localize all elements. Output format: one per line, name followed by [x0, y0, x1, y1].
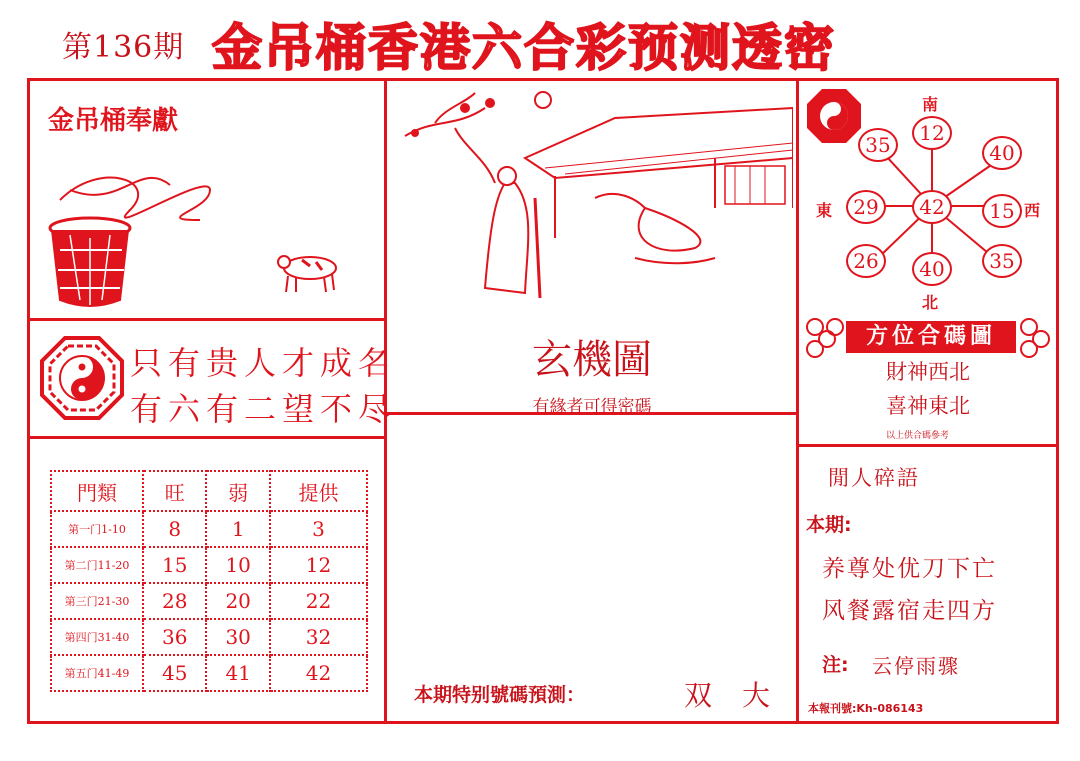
- row-label: 第三门21-30: [51, 583, 143, 619]
- table-header: 門類: [51, 471, 143, 511]
- decor-circle: [826, 318, 844, 336]
- table-header: 弱: [206, 471, 269, 511]
- divider-right-1: [798, 444, 1057, 447]
- table-cell: 32: [270, 619, 367, 655]
- wealth-god: 財神西北: [886, 360, 970, 384]
- table-cell: 42: [270, 655, 367, 691]
- number-table: [50, 470, 368, 692]
- row-label: 第二门11-20: [51, 547, 143, 583]
- table-cell: 20: [206, 583, 269, 619]
- riddle-note-text: 云停雨骤: [872, 654, 960, 678]
- table-cell: 3: [270, 511, 367, 547]
- special-label: 本期特别號碼預測：: [414, 684, 586, 706]
- compass-number: 35: [982, 244, 1022, 278]
- compass-center-number: 42: [912, 190, 952, 224]
- riddle-line-1: 养尊处优刀下亡: [822, 556, 997, 582]
- compass-number: 12: [912, 116, 952, 150]
- compass-number: 29: [846, 190, 886, 224]
- table-cell: 10: [206, 547, 269, 583]
- row-label: 第四门31-40: [51, 619, 143, 655]
- table-cell: 8: [143, 511, 206, 547]
- riddle-heading: 閒人碎語: [828, 466, 920, 490]
- table-cell: 1: [206, 511, 269, 547]
- page-title: 金吊桶香港六合彩预测透密: [212, 19, 836, 77]
- table-cell: 41: [206, 655, 269, 691]
- compass-number: 40: [982, 136, 1022, 170]
- row-label: 第五门41-49: [51, 655, 143, 691]
- table-header: 旺: [143, 471, 206, 511]
- gift-label: 金吊桶奉獻: [48, 106, 179, 136]
- special-value-2: 大: [742, 679, 771, 712]
- table-row: [51, 619, 367, 655]
- serial-number: 本報刊號:Kh-086143: [808, 702, 924, 715]
- table-header: 提供: [270, 471, 367, 511]
- riddle-note-label: 注:: [822, 654, 849, 676]
- table-cell: 22: [270, 583, 367, 619]
- poem-line-1: 只有贵人才成名: [130, 344, 397, 382]
- riddle-this-issue: 本期:: [806, 514, 852, 536]
- center-subcaption: 有緣者可得密碼: [532, 397, 652, 417]
- table-cell: 12: [270, 547, 367, 583]
- divider-right: [796, 80, 799, 722]
- table-cell: 28: [143, 583, 206, 619]
- table-cell: 30: [206, 619, 269, 655]
- table-cell: 45: [143, 655, 206, 691]
- compass-number: 35: [858, 128, 898, 162]
- direction-note: 以上供合碼參考: [886, 431, 950, 441]
- table-row: [51, 547, 367, 583]
- mystery-illustration: [395, 88, 793, 323]
- table-row: [51, 655, 367, 691]
- table-row: [51, 511, 367, 547]
- compass-number: 26: [846, 244, 886, 278]
- divider-left-2: [29, 436, 385, 439]
- row-label: 第一门1-10: [51, 511, 143, 547]
- riddle-line-2: 风餐露宿走四方: [822, 598, 997, 624]
- table-cell: 15: [143, 547, 206, 583]
- compass-north: 北: [922, 293, 939, 312]
- table-row: [51, 583, 367, 619]
- compass-number: 15: [982, 194, 1022, 228]
- special-value-1: 双: [684, 679, 713, 712]
- bagua-icon: [40, 336, 124, 420]
- compass-south: 南: [922, 95, 939, 114]
- direction-banner: 方位合碼圖: [846, 321, 1016, 353]
- compass-west: 西: [1024, 201, 1041, 220]
- compass-number: 40: [912, 252, 952, 286]
- center-caption: 玄機圖: [532, 337, 652, 383]
- table-cell: 36: [143, 619, 206, 655]
- poem-line-2: 有六有二望不尽: [130, 390, 397, 428]
- joy-god: 喜神東北: [886, 394, 970, 418]
- divider-left-1: [29, 318, 385, 321]
- issue-number: 第136期: [62, 30, 185, 65]
- compass-east: 東: [816, 201, 833, 220]
- bucket-ox-illustration: [40, 150, 380, 315]
